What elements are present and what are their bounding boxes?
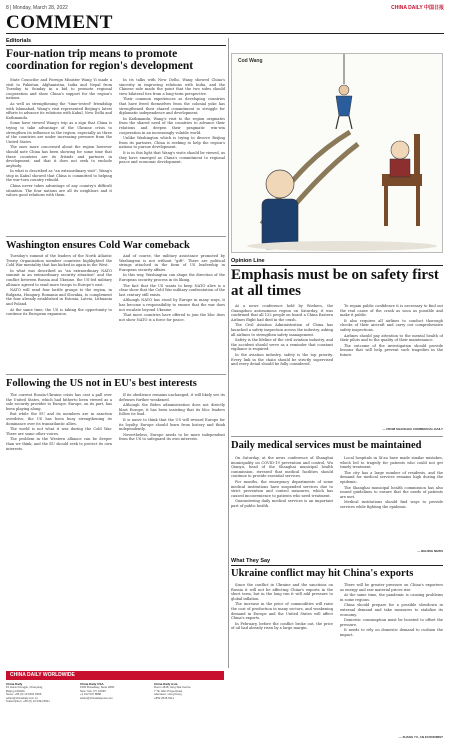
paragraph: But while the EU and its members are in sanction overdrive, the US has been busy strengthening its dominance over its transatlantic allies. xyxy=(6,412,112,426)
footer-col-title: China Daily Asia xyxy=(154,683,178,686)
paragraph: Since the conflict in Ukraine and the sanctions on Russia it will not be affecting China's exports in the short term, but in the long run it will add pressure to global inflation. xyxy=(231,583,333,601)
footer-col-3 xyxy=(154,683,226,743)
footer-line: +1 212 537 8888 xyxy=(80,692,102,697)
daily-services-byline: — BEIJING NEWS xyxy=(417,549,443,553)
editorial-lead-body-col1 xyxy=(6,78,112,232)
editorial-third-body-col2 xyxy=(119,393,225,665)
footer-line: 1500 Broadway, Suite 2800, xyxy=(80,685,115,690)
paragraph: China never takes advantage of any country's difficult situation. The four nations are all its neighbors and it values good relations with them. xyxy=(6,184,112,198)
paragraph: In this way, Washington can shape the direction of the European security process in its liking. xyxy=(119,273,225,282)
daily-services-body-col1 xyxy=(231,456,333,554)
paragraph: Safety is the lifeline of the civil aviation industry, and the accident should serve as a reminder that constant vigilance is required. xyxy=(231,338,333,352)
editorials-label: Editorials xyxy=(6,38,32,44)
footer-line: Room 1818, Hing Wai Centre, xyxy=(154,685,192,690)
paragraph: Their common experiences as developing countries that have freed themselves from the colonial yoke has strengthened their shared commitment to struggle for diplomatic independence and development. xyxy=(119,97,225,116)
paragraph: It also requires all airlines to conduct thorough checks of their aircraft and carry out comprehensive safety inspections. xyxy=(340,318,443,332)
paragraph: It is in this light that Wang's visits should be viewed, as they have emerged as China's commitment to regional peace and economic development. xyxy=(119,150,225,165)
what-they-say-body-col2 xyxy=(340,583,443,733)
section-title: COMMENT xyxy=(6,12,113,33)
paragraph: In the aviation industry, safety is the top priority. Every link in the chain should be strictly supervised and every detail should be fully considered. xyxy=(231,352,333,367)
paragraph: Although the Biden administration does not directly blast Europe, it has been insisting that its bloc leaders follow its lead. xyxy=(119,403,225,417)
column-divider xyxy=(228,38,229,668)
paragraph: Guaranteeing daily medical services is an important part of public health. xyxy=(231,499,333,508)
page-date-line: 8 | Monday, March 28, 2022 xyxy=(6,4,68,11)
paragraph: Unlike Washington which is trying to divorce Beijing from its partners, China is seeking to help the region's nations to pursue development. xyxy=(119,136,225,150)
paragraph: There will be greater pressure on China's exporters as energy and raw material prices rise. xyxy=(340,583,443,592)
editorial-cartoon xyxy=(231,53,443,253)
footer-line: Beijing 100029 xyxy=(6,688,25,693)
paragraph: The city has a large number of residents, and the demand for medical services remains high during the epidemic. xyxy=(340,470,443,484)
paragraph: For months, the emergency departments of some medical institutions have suspended services due to strict prevention and control measures, which has caused inconvenience to patients who need treatment. xyxy=(231,479,333,498)
paragraph: The problem in the Western alliance can be deeper than we think, and the EU should seek to protect its own interests. xyxy=(6,437,112,451)
footer-line: editor@chinadailyusa.com xyxy=(80,695,113,700)
paragraph: The fact that the US wants to keep NATO alive is a clear show that the Cold War military confrontation of the last century still exists. xyxy=(119,283,225,297)
editorials-rule xyxy=(6,45,226,46)
paragraph: In Kathmandu, Wang's visit to the region originates from the shared need of the countries to advance their relations and deepen their pragmatic win-win cooperation in an increasingly volatile world. xyxy=(119,116,225,135)
paragraph: That more countries have offered to join the bloc does not show NATO is a force for peace. xyxy=(119,313,225,322)
footer-line: New York, NY 10036 xyxy=(80,688,106,693)
what-they-say-byline: — ZHANG YU, AN ECONOMIST xyxy=(398,735,443,739)
footer-line: 15 Huixin Dongjie, Chaoyang, xyxy=(6,685,44,690)
paragraph: Tuesday's summit of the leaders of the North Atlantic Treaty Organization member countries highlighted the Cold War mentality that has kicked in again in the West. xyxy=(6,254,112,268)
page-topline xyxy=(6,3,444,12)
paragraph: Airlines should pay attention to the mental health of their pilots and to the quality of their maintenance. xyxy=(340,333,443,343)
what-they-say-body-col1 xyxy=(231,583,333,739)
paragraph: In what is described as "an extraordinary visit", Wang's stop in Kabul showed that China is committed to helping the war-torn country rebuild. xyxy=(6,169,112,183)
footer-col-2 xyxy=(80,683,152,743)
paragraph: In what was described as "an extraordinary NATO summit in an extraordinary security situation" and the conflict between Russia and Ukraine, the US-led military alliance agreed to send more troops to Europe's east. xyxy=(6,268,112,287)
paragraph: In February, before the conflict broke out, the price of oil had already risen by a large margin. xyxy=(231,621,333,631)
opinion-headline: Emphasis must be on safety first at all times xyxy=(231,267,439,299)
divider xyxy=(6,236,226,237)
paragraph: Some have viewed Wang's trip as a sign that China is trying to take advantage of the Ukraine crisis to strengthen its influence in the region, especially as three of the countries are under increasing pressure from the United States. xyxy=(6,121,112,144)
section-masthead xyxy=(6,12,444,34)
paragraph: It needs to rely on domestic demand to cushion the impact. xyxy=(340,628,443,637)
editorial-second-body-col2 xyxy=(119,254,225,360)
footer-col-title: China Daily USA xyxy=(80,683,104,686)
editorial-lead-headline: Four-nation trip means to promote coordination for region's development xyxy=(6,48,194,73)
paragraph: Domestic consumption must be boosted to offset the pressure. xyxy=(340,618,443,627)
paragraph: As well as strengthening the "time-tested" friendship with Islamabad, Wang's visit represented Beijing's latest efforts to advance its relations with Kabul, New Delhi and Kathmandu. xyxy=(6,101,112,120)
paragraph: The Shanghai municipal health commission has also issued guidelines to ensure that the needs of patients are met. xyxy=(340,485,443,499)
paragraph: Nevertheless, Europe needs to be more independent from the US to safeguard its own interests. xyxy=(119,432,225,442)
brand-name-cn: 中国日报 xyxy=(423,5,444,11)
page-brand-line xyxy=(391,4,444,11)
opinion-label: Opinion Line xyxy=(231,258,265,264)
daily-services-headline: Daily medical services must be maintained xyxy=(231,440,422,451)
page-number: 8 xyxy=(6,4,9,11)
footer-line: editor@chinadaily.com.cn xyxy=(6,695,38,700)
footer-col-title: China Daily xyxy=(6,683,23,686)
footer-line: 7 Tin Wan Praya Road, xyxy=(154,688,183,693)
page-date: Monday, March 28, 2022 xyxy=(12,4,68,11)
paragraph: And of course, the military assistance promoted by Washington is not without "gift". There are political strings attached in the form of US leadership in European security affairs. xyxy=(119,254,225,272)
divider xyxy=(6,374,226,375)
paragraph: The outcome of the investigation should provide lessons that will help prevent such tragedies in the future. xyxy=(340,343,443,357)
opinion-rule xyxy=(231,265,443,266)
opinion-body-col2 xyxy=(340,304,443,426)
what-they-say-headline: Ukraine conflict may hit China's exports xyxy=(231,568,414,579)
worldwide-footer-bar: CHINA DAILY WORLDWIDE xyxy=(6,671,224,680)
paragraph: Although NATO has stood by Europe in many ways, it has become a responsibility to ensure that the war does not escalate beyond Ukraine. xyxy=(119,298,225,312)
footer-line: News: +86 (0) 10 6491 8366 xyxy=(6,692,42,697)
paragraph: At the same time, the pandemic is causing problems in some regions. xyxy=(340,593,443,602)
editorial-lead-body-col2 xyxy=(119,78,225,232)
paragraph: Medical institutions should find ways to provide services while fighting the epidemic. xyxy=(340,500,443,509)
brand-name: CHINA DAILY xyxy=(391,5,423,11)
footer-col-1 xyxy=(6,683,78,743)
paragraph: China should prepare for a possible slowdown in external demand and take measures to stabilize its economy. xyxy=(340,603,443,617)
paragraph: It is naive to think that the US will reward Europe for its loyalty. Europe should learn from history and think independently. xyxy=(119,417,225,432)
opinion-body-col1 xyxy=(231,304,333,432)
opinion-byline: — FROM SHANGHAI COMMERCIAL DAILY xyxy=(382,427,443,431)
paragraph: At a news conference held by Workers, the Guangzhou autonomous region on Saturday, it was confirmed that all 132 people on board a China Eastern Airlines flight had died in the crash. xyxy=(231,304,333,322)
cartoon-title: Cod Wang xyxy=(238,58,263,64)
divider xyxy=(231,436,443,437)
paragraph: The increase in the price of commodities will raise the cost of production in many sectors, and weakening demand in Europe and the United States will affect China's exports. xyxy=(231,602,333,621)
paragraph: State Councilor and Foreign Minister Wang Yi made a visit to Pakistan, Afghanistan, India and Nepal from Tuesday to Sunday in a bid to promote regional cooperation and show China's support for the region's nations. xyxy=(6,78,112,101)
paragraph: NATO will send four battle groups to the region, in Bulgaria, Hungary, Romania and Slovakia, to complement the four already established in Estonia, Latvia, Lithuania and Poland. xyxy=(6,288,112,306)
paragraph: The current Russia-Ukraine crisis has cast a pall over the United States, which had hitherto been viewed as a sole security provider to Europe. Europe, on its part, has been playing along. xyxy=(6,393,112,411)
paragraph: If its obedience remains unchanged, it will likely see its defenses further weakened. xyxy=(119,393,225,402)
cartoon-illustration xyxy=(232,54,443,253)
paragraph: The Civil Aviation Administration of China has launched a safety inspection across the industry, asking all airlines to strengthen safety management. xyxy=(231,323,333,337)
editorial-third-headline: Following the US not in EU's best interests xyxy=(6,378,197,389)
daily-services-body-col2 xyxy=(340,456,443,548)
what-they-say-rule xyxy=(231,565,443,566)
paragraph: To regain public confidence it is necessary to find out the real cause of the crash as soon as possible and make it public. xyxy=(340,304,443,318)
paragraph: Local hospitals in Xi'an have made similar mistakes, which led to tragedy for patients who could not get timely treatment. xyxy=(340,456,443,470)
footer-line: Aberdeen, Hong Kong xyxy=(154,692,182,697)
paragraph: On Saturday, at the news conference of Shanghai municipality on COVID-19 prevention and control, Wu Qianyu, head of the Shanghai municipal health commission, stressed that medical facilities should continue to provide essential services. xyxy=(231,456,333,479)
editorial-third-body-col1 xyxy=(6,393,112,665)
what-they-say-label: What They Say xyxy=(231,558,271,564)
paragraph: In its talks with New Delhi, Wang showed China's sincerity in improving relations with India, and the Chinese side made the point that the two sides should view bilateral ties from a long-term perspective. xyxy=(119,78,225,96)
footer-line: Subscription: +86 (0) 10 6491 8631 xyxy=(6,699,50,704)
editorial-second-body-col1 xyxy=(6,254,112,360)
paragraph: At the same time, the US is taking the opportunity to continue its European expansion. xyxy=(6,307,112,317)
paragraph: The ones more concerned about the region however should note China has been showing for some time that these countries are its friends and partners in development, and that it does not seek to exclude anybody. xyxy=(6,145,112,168)
footer-line: +852 2518 5111 xyxy=(154,695,174,700)
paragraph: The world is not what it was during the Cold War. There are some other voices. xyxy=(6,427,112,436)
editorial-second-headline: Washington ensures Cold War comeback xyxy=(6,240,190,251)
